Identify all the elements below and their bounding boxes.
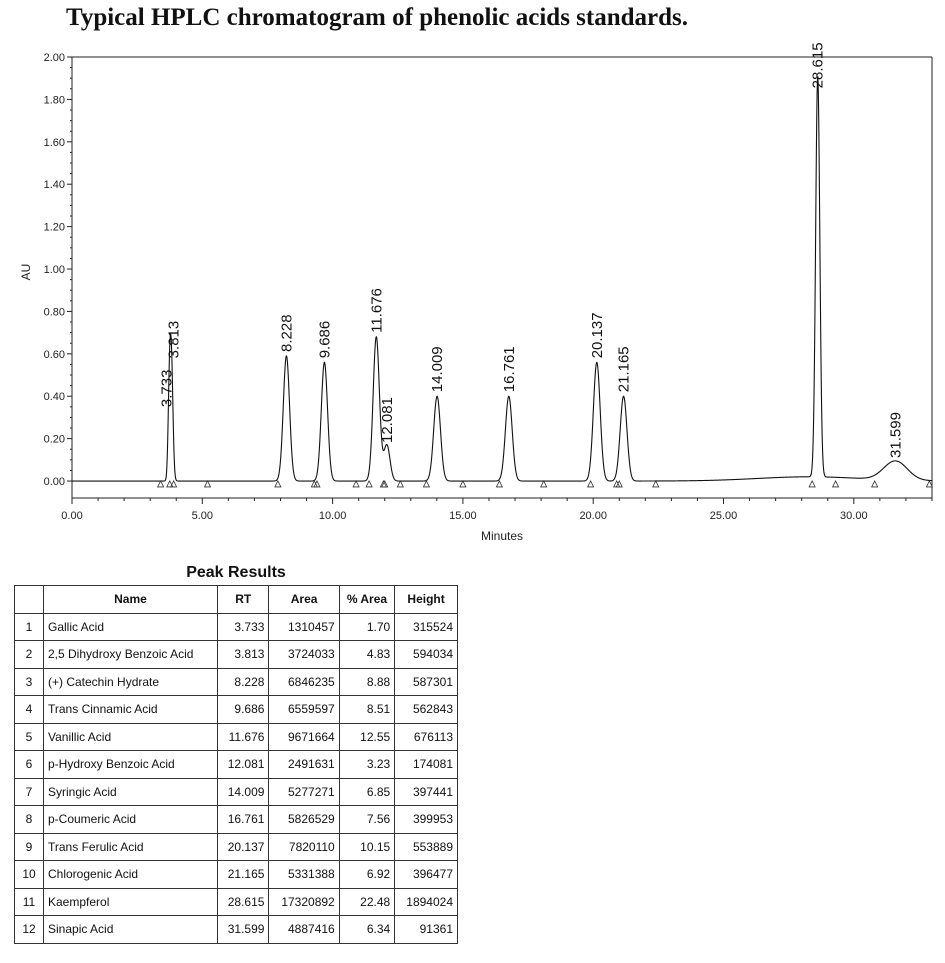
table-cell: Trans Cinnamic Acid	[44, 696, 218, 724]
table-cell: 3	[15, 668, 44, 696]
table-cell: 5	[15, 723, 44, 751]
table-cell: 397441	[395, 778, 458, 806]
table-row	[15, 778, 458, 806]
table-cell: 587301	[395, 668, 458, 696]
baseline-marker	[872, 481, 878, 487]
table-cell: 6846235	[269, 668, 339, 696]
table-row	[15, 806, 458, 834]
baseline-marker	[275, 481, 281, 487]
table-cell: 6	[15, 751, 44, 779]
y-tick-label: 0.60	[43, 348, 65, 361]
table-cell: 7820110	[269, 833, 339, 861]
table-cell: 594034	[395, 641, 458, 669]
baseline-marker	[926, 481, 932, 487]
table-cell: 2491631	[269, 751, 339, 779]
table-cell: 1310457	[269, 613, 339, 641]
table-cell: 12.081	[217, 751, 268, 779]
table-cell: 9671664	[269, 723, 339, 751]
peak-label: 21.165	[615, 346, 633, 393]
column-header: Height	[395, 586, 458, 614]
baseline-marker	[205, 481, 211, 487]
y-tick-label: 1.80	[43, 94, 65, 107]
table-cell: 9	[15, 833, 44, 861]
table-cell: 4887416	[269, 916, 339, 944]
baseline-marker	[588, 481, 594, 487]
x-tick-label: 0.00	[61, 510, 83, 522]
peak-label: 20.137	[588, 312, 606, 359]
table-cell: 6.34	[339, 916, 394, 944]
y-tick-label: 0.80	[43, 306, 65, 319]
baseline-marker	[833, 481, 839, 487]
table-cell: Kaempferol	[44, 888, 218, 916]
table-cell: 5331388	[269, 861, 339, 889]
x-tick-label: 25.00	[709, 510, 738, 522]
x-axis-label: Minutes	[480, 529, 524, 543]
baseline-marker	[366, 481, 372, 487]
y-tick-label: 0.20	[43, 433, 65, 446]
table-cell: 17320892	[269, 888, 339, 916]
peak-label: 9.686	[316, 320, 334, 359]
baseline-marker	[397, 481, 403, 487]
table-cell: 14.009	[217, 778, 268, 806]
table-cell: 9.686	[217, 696, 268, 724]
table-cell: Gallic Acid	[44, 613, 218, 641]
table-cell: 2	[15, 641, 44, 669]
table-cell: 1894024	[395, 888, 458, 916]
y-tick-label: 1.20	[43, 221, 65, 234]
table-cell: 4	[15, 696, 44, 724]
table-cell: p-Coumeric Acid	[44, 806, 218, 834]
table-cell: 16.761	[217, 806, 268, 834]
table-cell: 7	[15, 778, 44, 806]
table-cell: 6559597	[269, 696, 339, 724]
y-tick-label: 0.00	[43, 476, 65, 489]
table-cell: 5277271	[269, 778, 339, 806]
peak-label: 3.813	[165, 320, 183, 359]
baseline-marker	[158, 481, 164, 487]
peak-label: 12.081	[378, 397, 396, 443]
table-cell: 20.137	[217, 833, 268, 861]
table-cell: Vanillic Acid	[44, 723, 218, 751]
table-cell: 562843	[395, 696, 458, 724]
table-cell: 11.676	[217, 723, 268, 751]
peak-label-layer	[158, 42, 904, 458]
table-row	[15, 641, 458, 669]
x-tick-label: 5.00	[191, 510, 214, 522]
x-tick-label: 30.00	[840, 510, 868, 522]
table-cell: 8.228	[217, 668, 268, 696]
chart-axes	[44, 52, 932, 522]
peak-label: 14.009	[429, 346, 447, 393]
table-cell: 3.813	[217, 641, 268, 669]
y-tick-label: 1.40	[43, 179, 65, 192]
table-cell: Sinapic Acid	[44, 916, 218, 944]
table-cell: 12	[15, 916, 44, 944]
table-row	[15, 723, 458, 751]
table-cell: 3724033	[269, 641, 339, 669]
table-cell: 11	[15, 888, 44, 916]
table-cell: 91361	[395, 916, 458, 944]
table-cell: 28.615	[217, 888, 268, 916]
table-row	[15, 888, 458, 916]
y-axis-label: AU	[19, 263, 33, 281]
table-cell: Trans Ferulic Acid	[44, 833, 218, 861]
table-cell: Syringic Acid	[44, 778, 218, 806]
chart-title: Typical HPLC chromatogram of phenolic acids standards.	[66, 4, 689, 31]
baseline-marker-layer	[158, 481, 933, 487]
table-cell: 10	[15, 861, 44, 889]
table-cell: 553889	[395, 833, 458, 861]
y-tick-label: 1.00	[43, 264, 65, 277]
column-header: Area	[269, 586, 339, 614]
x-tick-label: 20.00	[579, 510, 607, 522]
table-cell: 676113	[395, 723, 458, 751]
table-cell: 3.23	[339, 751, 394, 779]
table-cell: 315524	[395, 613, 458, 641]
table-cell: 7.56	[339, 806, 394, 834]
y-tick-label: 2.00	[43, 52, 65, 64]
peak-label: 16.761	[500, 346, 518, 393]
peak-results-title: Peak Results	[186, 564, 286, 581]
baseline-marker	[809, 481, 815, 487]
table-cell: 6.92	[339, 861, 394, 889]
x-tick-label: 10.00	[318, 510, 347, 522]
table-cell: 1.70	[339, 613, 394, 641]
baseline-marker	[496, 481, 502, 487]
table-header-row	[15, 586, 458, 614]
table-cell: 8.88	[339, 668, 394, 696]
baseline-marker	[460, 481, 466, 487]
table-row	[15, 916, 458, 944]
table-row	[15, 668, 458, 696]
table-cell: 4.83	[339, 641, 394, 669]
table-cell: 396477	[395, 861, 458, 889]
y-tick-label: 0.40	[43, 391, 65, 404]
table-cell: 8	[15, 806, 44, 834]
table-cell: 3.733	[217, 613, 268, 641]
table-cell: p-Hydroxy Benzoic Acid	[44, 751, 218, 779]
column-header: Name	[44, 586, 218, 614]
table-cell: 6.85	[339, 778, 394, 806]
chromatogram-trace-layer	[72, 77, 932, 481]
table-cell: 31.599	[217, 916, 268, 944]
peak-label: 11.676	[368, 288, 386, 333]
table-row	[15, 751, 458, 779]
table-cell: 2,5 Dihydroxy Benzoic Acid	[44, 641, 218, 669]
table-cell: (+) Catechin Hydrate	[44, 668, 218, 696]
table-cell: 399953	[395, 806, 458, 834]
peak-label: 28.615	[809, 42, 827, 89]
peak-results-table	[14, 585, 458, 944]
column-header: % Area	[339, 586, 394, 614]
table-cell: 21.165	[217, 861, 268, 889]
baseline-marker	[653, 481, 659, 487]
peak-label: 3.733	[158, 369, 176, 408]
x-tick-label: 15.00	[449, 510, 477, 522]
baseline-marker	[423, 481, 429, 487]
table-cell: 1	[15, 613, 44, 641]
table-cell: 8.51	[339, 696, 394, 724]
peak-label: 8.228	[278, 314, 296, 352]
column-header	[15, 586, 44, 614]
chromatogram-trace	[72, 77, 932, 481]
table-cell: 5826529	[269, 806, 339, 834]
y-tick-label: 1.60	[43, 136, 65, 149]
table-cell: 10.15	[339, 833, 394, 861]
table-row	[15, 833, 458, 861]
table-cell: 22.48	[339, 888, 394, 916]
column-header: RT	[217, 586, 268, 614]
table-row	[15, 861, 458, 889]
table-cell: 12.55	[339, 723, 394, 751]
table-cell: 174081	[395, 751, 458, 779]
peak-label: 31.599	[887, 412, 905, 458]
table-cell: Chlorogenic Acid	[44, 861, 218, 889]
table-row	[15, 613, 458, 641]
baseline-marker	[353, 481, 359, 487]
baseline-marker	[541, 481, 547, 487]
table-row	[15, 696, 458, 724]
